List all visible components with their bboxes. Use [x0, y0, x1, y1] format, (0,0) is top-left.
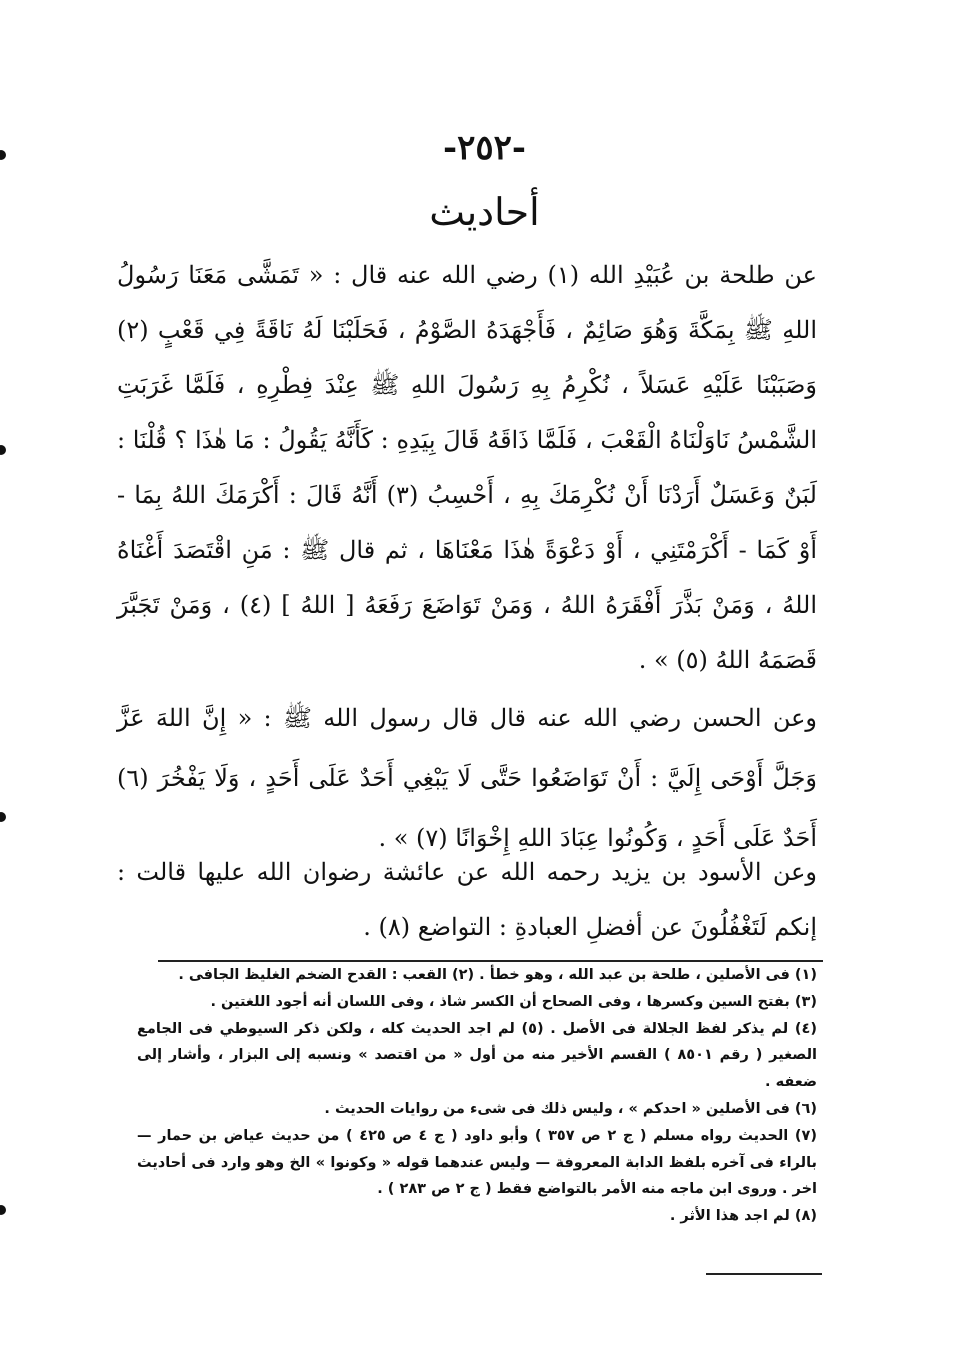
scan-edge-mark: [0, 812, 6, 822]
page-heading: أحاديث: [429, 190, 540, 234]
hadith-paragraph-3: وعن الأسود بن يزيد رحمه الله عن عائشة رضوان الله عليها قالت : إنكم لَتَغْفُلُونَ عن أفضلِ العبادةِ : التواضع (٨) .: [117, 858, 817, 941]
footnote-item: (٨) لم اجد هذا الأثر .: [669, 1208, 817, 1225]
page-number: -٢٥٢-: [442, 128, 527, 168]
footnote-item: (٣) بفتح السين وكسرها ، وفى الصحاح أن الكسر شاذ ، وفى اللسان أنه أجود اللغتين .: [210, 993, 817, 1010]
footnote-item: (١) فى الأصلين ، طلحة بن عبد الله ، وهو خطأ . (٢) القعب : القدح الضخم الغليظ الجافى .: [178, 967, 817, 983]
scan-edge-mark: [0, 1205, 6, 1215]
footnote-item: (٤) لم يذكر لفظ الجلالة فى الأصل . (٥) لم اجد الحديث كله ، ولكن ذكر السيوطي فى الجامع الصغير ( رقم ٨٥٠١ ) القسم الأخير منه من أول « من اقتصد » ونسبه إلى البزار ، وأشار إلى ضعفه .: [137, 1020, 817, 1091]
footnotes: [137, 962, 817, 1230]
footnote-item: (٦) فى الأصلين « احدكم » ، وليس ذلك فى شىء من روايات الحديث .: [324, 1100, 817, 1117]
footnote-item: (٧) الحديث رواه مسلم ( ج ٢ ص ٣٥٧ ) وأبو داود ( ج ٤ ص ٤٢٥ ) من حديث عياض بن حمار — بالراء فى آخره بلفظ الدابة المعروفة — وليس عندهما قوله « وكونوا » الخ وهو وارد فى أحاديث اخر . وروى ابن ماجه منه الأمر بالتواضع فقط ( ج ٢ ص ٢٨٣ ) .: [137, 1127, 817, 1198]
hadith-paragraph-2: وعن الحسن رضي الله عنه قال قال رسول الله ﷺ : « إِنَّ اللهَ عَزَّ وَجَلَّ أَوْحَى إِلَيَّ : أَنْ تَوَاضَعُوا حَتَّى لَا يَبْغِي أَحَدٌ عَلَى أَحَدٍ ، وَلَا يَفْخُرَ (٦) أَحَدٌ عَلَى أَحَدٍ ، وَكُونُوا عِبَادَ اللهِ إِخْوَانًا (٧) » .: [117, 704, 817, 852]
hadith-paragraph-1: عن طلحة بن عُبَيْدِ الله (١) رضي الله عنه قال : « تَمَشَّى مَعَنَا رَسُولُ اللهِ ﷺ بِمَكَّةَ وَهُوَ صَائِمٌ ، فَأَجْهَدَهُ الصَّوْمُ ، فَحَلَبْنَا لَهُ نَاقَةً فِي قَعْبٍ (٢) وَصَبَبْنَا عَلَيْهِ عَسَلاً ، نُكْرِمُ بِهِ رَسُولَ اللهِ ﷺ عِنْدَ فِطْرِهِ ، فَلَمَّا غَرَبَتِ الشَّمْسُ نَاوَلْنَاهُ الْقَعْبَ ، فَلَمَّا ذَاقَهُ قَالَ بِيَدِهِ : كَأَنَّهُ يَقُولُ : مَا هٰذَا ؟ قُلْنَا : لَبَنٌ وَعَسَلٌ أَرَدْنَا أَنْ نُكْرِمَكَ بِهِ ، أَحْسِبُ (٣) أَنَّهُ قَالَ : أَكْرَمَكَ اللهُ بِمَا - أَوْ كَمَا - أَكْرَمْتَنِي ، أَوْ دَعْوَةً هٰذَا مَعْنَاهَا ، ثم قال ﷺ : مَنِ اقْتَصَدَ أَغْنَاهُ اللهُ ، وَمَنْ بَذَّرَ أَفْقَرَهُ اللهُ ، وَمَنْ تَوَاضَعَ رَفَعَهُ [ اللهُ ] (٤) ، وَمَنْ تَجَبَّرَ قَصَمَهُ اللهُ (٥) » .: [117, 261, 818, 674]
scan-edge-mark: [0, 445, 6, 455]
end-divider: [706, 1273, 822, 1275]
